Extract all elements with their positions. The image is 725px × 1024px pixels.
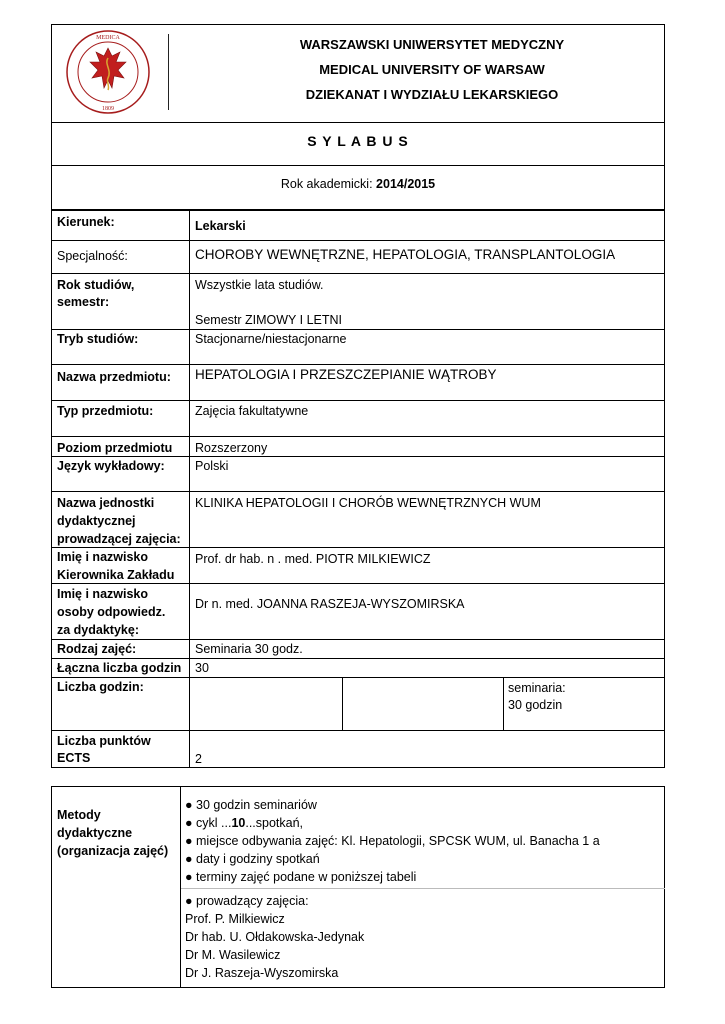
academic-year-label: Rok akademicki: [280, 177, 377, 191]
svg-text:1809: 1809 [102, 106, 114, 112]
tryb-value: Stacjonarne/niestacjonarne [195, 332, 347, 346]
liczba-value-1: seminaria: [508, 681, 566, 695]
ects-value: 2 [195, 752, 202, 766]
cycle-count: 10 [231, 816, 246, 830]
typ-value: Zajęcia fakultatywne [195, 404, 309, 418]
jezyk-label: Język wykładowy: [57, 459, 165, 473]
laczna-value: 30 [195, 661, 209, 675]
jezyk-value: Polski [195, 459, 229, 473]
methods-item-location: ● miejsce odbywania zajęć: Kl. Hepatologii, SPCSK WUM, ul. Banacha 1 a [185, 834, 600, 848]
laczna-label: Łączna liczba godzin [57, 661, 182, 675]
poziom-value: Rozszerzony [195, 441, 268, 455]
academic-year [51, 175, 665, 193]
kierunek-label: Kierunek: [57, 215, 115, 229]
svg-text:MEDICA: MEDICA [96, 35, 120, 41]
document-title: S Y L A B U S [307, 133, 409, 149]
university-name-pl: WARSZAWSKI UNIWERSYTET MEDYCZNY [299, 37, 565, 52]
logo-separator [168, 34, 169, 110]
jednostka-label-1: Nazwa jednostki [57, 496, 155, 510]
rok-value-2: Semestr ZIMOWY I LETNI [195, 313, 343, 327]
methods-label-2: dydaktyczne [57, 826, 133, 840]
jednostka-label-2: dydaktycznej [57, 514, 136, 528]
osoba-value: Dr n. med. JOANNA RASZEJA-WYSZOMIRSKA [195, 597, 465, 611]
osoba-label-2: osoby odpowiedz. [57, 605, 166, 619]
liczba-label: Liczba godzin: [57, 680, 144, 694]
ects-label-2: ECTS [57, 751, 91, 765]
cycle-post: ...spotkań, [245, 816, 304, 830]
methods-table [51, 786, 665, 988]
methods-label-3: (organizacja zajęć) [57, 844, 169, 858]
specjalnosc-label: Specjalność: [57, 249, 128, 263]
typ-label: Typ przedmiotu: [57, 404, 154, 418]
faculty-name: DZIEKANAT I WYDZIAŁU LEKARSKIEGO [305, 87, 559, 102]
methods-label-1: Metody [57, 808, 101, 822]
methods-item-schedule: ● terminy zajęć podane w poniższej tabeli [185, 870, 417, 884]
teacher-2: Dr hab. U. Ołdakowska-Jedynak [185, 930, 365, 944]
teacher-4: Dr J. Raszeja-Wyszomirska [185, 966, 339, 980]
kierunek-value: Lekarski [195, 219, 246, 233]
methods-item-teachers: ● prowadzący zajęcia: [185, 894, 309, 908]
ects-label-1: Liczba punktów [57, 734, 151, 748]
osoba-label-3: za dydaktykę: [57, 623, 139, 637]
jednostka-value: KLINIKA HEPATOLOGII I CHORÓB WEWNĘTRZNYCH WUM [195, 496, 541, 510]
nazwa-label: Nazwa przedmiotu: [57, 370, 171, 384]
jednostka-label-3: prowadzącej zajęcia: [57, 532, 181, 546]
rodzaj-label: Rodzaj zajęć: [57, 642, 137, 656]
rok-label-2: semestr: [57, 295, 110, 309]
tryb-label: Tryb studiów: [57, 332, 139, 346]
rok-value-1: Wszystkie lata studiów. [195, 278, 324, 292]
academic-year-value: 2014/2015 [376, 177, 436, 191]
rodzaj-value: Seminaria 30 godz. [195, 642, 303, 656]
specjalnosc-value: CHOROBY WEWNĘTRZNE, HEPATOLOGIA, TRANSPLANTOLOGIA [195, 247, 616, 262]
university-logo [60, 28, 162, 116]
kierownik-label-2: Kierownika Zakładu [57, 568, 175, 582]
osoba-label-1: Imię i nazwisko [57, 587, 149, 601]
teacher-1: Prof. P. Milkiewicz [185, 912, 285, 926]
cycle-pre: ● cykl ... [185, 816, 232, 830]
methods-item-dates: ● daty i godziny spotkań [185, 852, 320, 866]
kierownik-value: Prof. dr hab. n . med. PIOTR MILKIEWICZ [195, 552, 431, 566]
methods-item-cycle [185, 814, 303, 832]
liczba-value-2: 30 godzin [508, 698, 563, 712]
nazwa-value: HEPATOLOGIA I PRZESZCZEPIANIE WĄTROBY [195, 367, 497, 382]
kierownik-label-1: Imię i nazwisko [57, 550, 149, 564]
poziom-label: Poziom przedmiotu [57, 441, 173, 455]
university-name-en: MEDICAL UNIVERSITY OF WARSAW [319, 62, 545, 77]
rok-label-1: Rok studiów, [57, 278, 135, 292]
methods-item-seminars: ● 30 godzin seminariów [185, 798, 317, 812]
teacher-3: Dr M. Wasilewicz [185, 948, 281, 962]
